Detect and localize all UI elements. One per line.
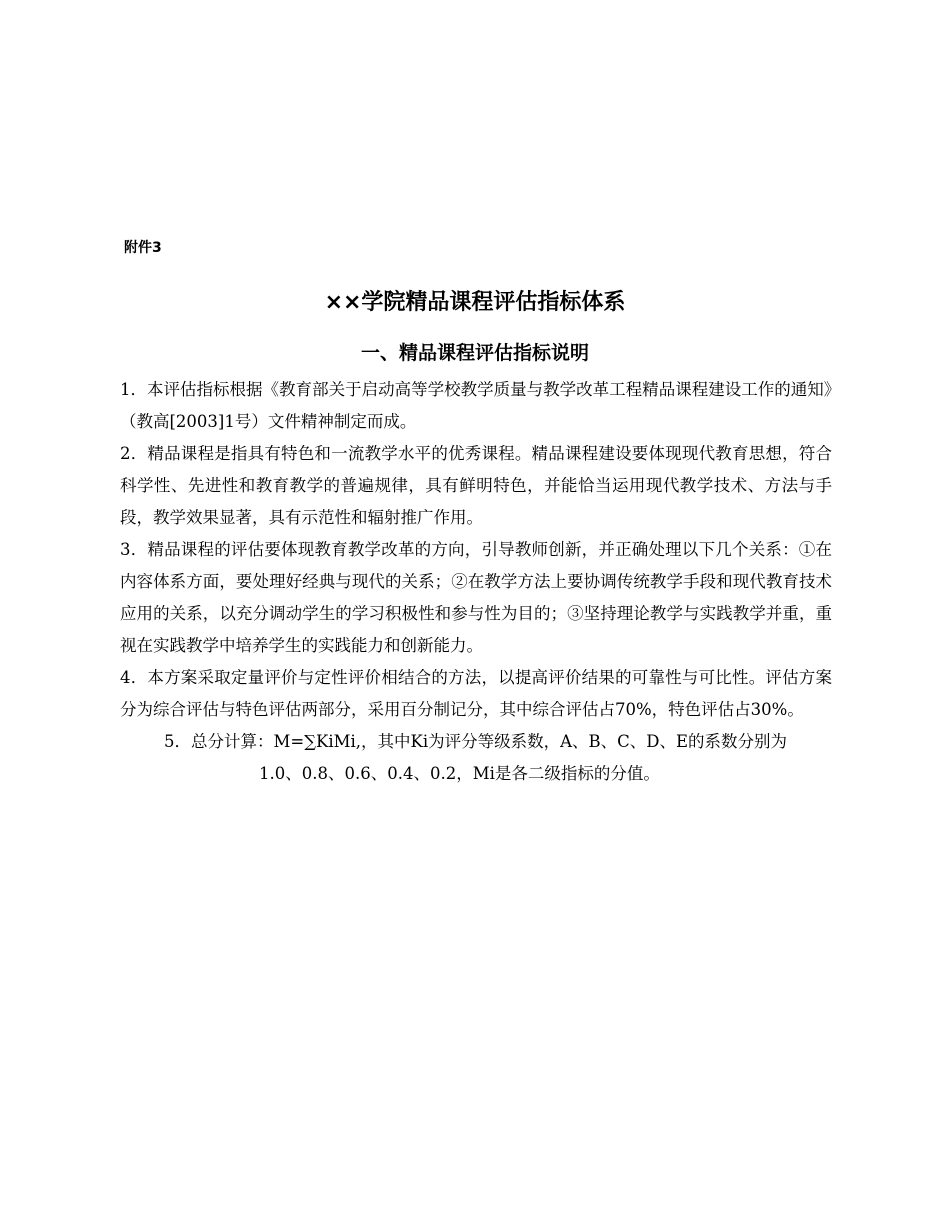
paragraph-1: 1．本评估指标根据《教育部关于启动高等学校教学质量与教学改革工程精品课程建设工作的通知》（教高[2003]1号）文件精神制定而成。: [120, 380, 832, 431]
paragraph-3: 3．精品课程的评估要体现教育教学改革的方向，引导教师创新，并正确处理以下几个关系：①在内容体系方面，要处理好经典与现代的关系；②在教学方法上要协调传统教学手段和现代教育技术应用的关系，以充分调动学生的学习积极性和参与性为目的；③坚持理论教学与实践教学并重，重视在实践教学中培养学生的实践能力和创新能力。: [120, 540, 832, 655]
paragraph-5: [120, 726, 832, 790]
paragraph-5-line-2: 1.0、0.8、0.6、0.4、0.2，Mi是各二级指标的分值。: [259, 764, 660, 783]
paragraph-5-line-1: 5．总分计算：M=∑KiMi,，其中Ki为评分等级系数，A、B、C、D、E的系数分别为: [164, 732, 788, 751]
document-title: ××学院精品课程评估指标体系: [324, 290, 626, 315]
section-title: 一、精品课程评估指标说明: [360, 342, 589, 364]
paragraph-2: 2．精品课程是指具有特色和一流教学水平的优秀课程。精品课程建设要体现现代教育思想，符合科学性、先进性和教育教学的普遍规律，具有鲜明特色，并能恰当运用现代教学技术、方法与手段，教学效果显著，具有示范性和辐射推广作用。: [120, 444, 832, 527]
paragraph-4: 4．本方案采取定量评价与定性评价相结合的方法，以提高评价结果的可靠性与可比性。评估方案分为综合评估与特色评估两部分，采用百分制记分，其中综合评估占70%，特色评估占30%。: [120, 668, 832, 719]
body-text: [120, 374, 832, 790]
attachment-label: 附件3: [124, 240, 162, 256]
